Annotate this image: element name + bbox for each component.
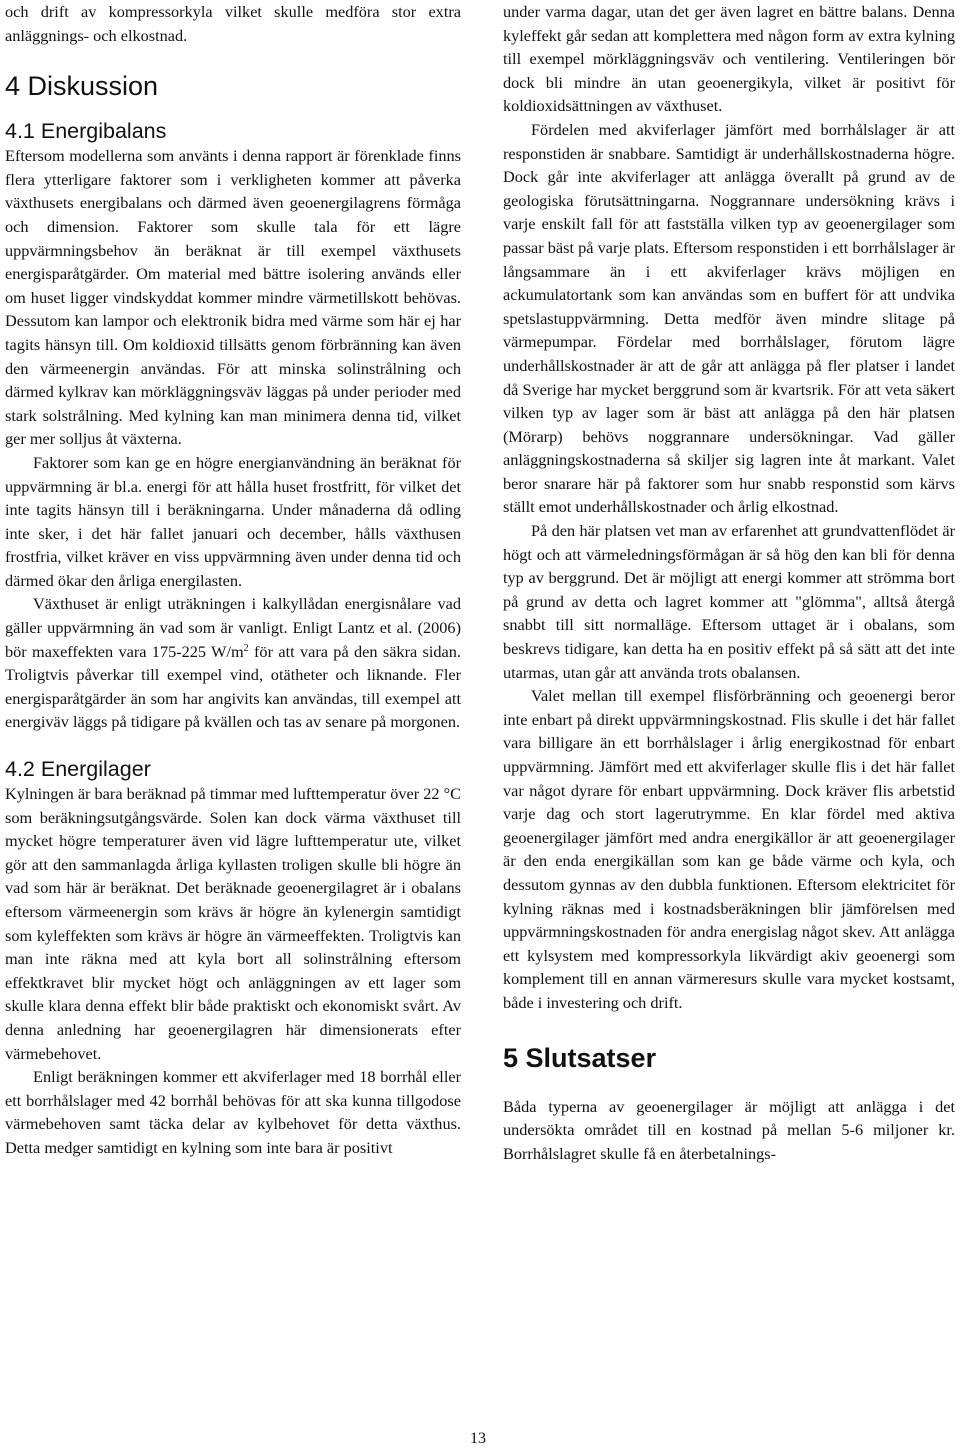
paragraph-right-3: På den här platsen vet man av erfarenhet att grundvattenflödet är högt och att värmeledningsförmågan är så hög den kan bli för denna typ av berggrund. Det är möjligt att energi kommer att strömma bort på grund av detta och lagret kommer att "glömma", alltså återgå snabbt till sitt normalläge. Eftersom uttaget är i obalans, som beskrevs tidigare, kan detta ha en positiv effekt på så sätt att det inte utarmas, utan går att använda trots obalansen.: [503, 521, 955, 682]
heading-diskussion: 4 Diskussion: [5, 71, 159, 102]
paragraph-energibalans-3a: Växthuset är enligt uträkningen i kalkyllådan energisnålare vad gäller uppvärmning än vad som är vanligt. Enligt Lantz et al. (2006) bör maxeffekten vara 175-225 W/m: [5, 594, 461, 661]
paragraph-energilager-2: Enligt beräkningen kommer ett akviferlager med 18 borrhål eller ett borrhålslager med 42 borrhål behövas för att ska kunna tillgodose värmebehoven samt täcka delar av kylbehovet för detta växthus. Detta medger samtidigt en kylning som inte bara är positivt: [5, 1067, 461, 1157]
paragraph-right-4: Valet mellan till exempel flisförbränning och geoenergi beror inte enbart på direkt uppvärmningskostnad. Flis skulle i det här fallet vara billigare än ett borrhålslager i årlig energikostnad för enbart uppvärmning. Jämfört med ett akviferlager skulle flis i det här fallet var något dyrare för enbart uppvärmning. Dock kräver flis arbetstid varje dag och stort lagerutrymme. En klar fördel med aktiva geoenergilager jämfört med andra energikällor är att geoenergilager är den enda energikällan som kan ge både värme och kyla, och dessutom gynnas av den dubbla funktionen. Eftersom elektricitet för kylning räknas med i kostnadsberäkningen blir jämförelsen med uppvärmningskostnaden för andra energislag något skev. Att anlägga ett kylsystem med kompressorkyla likvärdigt akiv geoenergi som komplement till en annan värmeresurs skulle vara mycket kostsamt, både i investering och drift.: [503, 686, 955, 1012]
heading-energibalans: 4.1 Energibalans: [5, 119, 167, 144]
paragraph-right-2: Fördelen med akviferlager jämfört med borrhålslager är att responstiden är snabbare. Samtidigt är underhållskostnaderna högre. Dock går inte akviferlager att anlägga överallt på grund av de geologiska förutsättningarna. Noggrannare undersökning krävs i varje enskilt fall för att fastställa vilken typ av geoenergilager som passar bäst på varje plats. Eftersom responstiden i ett borrhålslager är långsammare än i ett akviferlager krävs möjligen en ackumulatortank som kan användas som en buffert för att undvika spetslastuppvärmning. Detta medför även mindre slitage på värmepumpar. Fördelar med borrhålslager, förutom lägre underhållskostnader är att de går att anlägga på fler platser i landet då Sverige har mycket berggrund som är kvartsrik. För att veta säkert vilken typ av lager som är bäst att anlägga på den här platsen (Mörarp) behövs noggrannare undersökningar. Vad gäller anläggningskostnaderna så skiljer sig lagren inte åt markant. Valet beror snarare här på faktorer som hur snabb responstid som kärvs ställt emot underhållskostnader och årlig elkostnad.: [503, 119, 955, 517]
heading-slutsatser: 5 Slutsatser: [503, 1042, 657, 1073]
paragraph-energibalans-3b: för att vara på den säkra sidan. Troligtvis påverkar till exempel vind, otätheter och liknande. Fler energisparåtgärder än som har angivits kan användas, till exempel att energiväv läggs på tidigare på kvällen och tas av senare på morgonen.: [5, 641, 461, 732]
paragraph-right-1: under varma dagar, utan det ger även lagret en bättre balans. Denna kyleffekt går sedan att komplettera med någon form av extra kylning till exempel mörkläggningsväv och ventilering. Ventileringen bör dock bli mindre än utan geoenergikyla, vilket är positivt för koldioxidsättningen av växthuset.: [503, 2, 955, 116]
intro-paragraph: och drift av kompressorkyla vilket skulle medföra stor extra anläggnings- och elkostnad.: [5, 2, 461, 45]
paragraph-slutsatser: Båda typerna av geoenergilager är möjligt att anlägga i det undersökta området till en kostnad på mellan 5-6 miljoner kr. Borrhålslagret skulle få en återbetalnings-: [503, 1096, 955, 1163]
paragraph-energilager-1: Kylningen är bara beräknad på timmar med lufttemperatur över 22 °C som beräkningsutgångsvärde. Solen kan dock värma växthuset till mycket högre temperaturer även vid lägre lufttemperatur ute, vilket gör att den sammanlagda årliga kyllasten troligen skulle bli högre än vad som här är beräknat. Det beräknade geoenergilagret är i obalans eftersom värmeenergin som krävs är högre än kylenergin samtidigt som kyleffekten som krävs är högre än värmeeffekten. Troligtvis kan man inte räkna med att kyla bort all solinstrålning eftersom effektkravet blir mycket högt och anläggningen av ett lager som skulle klara denna effekt blir både praktiskt och ekonomiskt svårt. Av denna anledning har geoenergilagren här dimensionerats efter värmebehovet.: [5, 784, 461, 1063]
superscript-2: 2: [243, 642, 249, 654]
paragraph-energibalans-3: [5, 592, 461, 734]
paragraph-energibalans-1: Eftersom modellerna som använts i denna rapport är förenklade finns flera ytterligare faktorer som i verkligheten kommer att påverka växthusets energibalans och därmed även geoenergilagrens förmåga och dimension. Faktorer som skulle tala för ett lägre uppvärmningsbehov än beräknat är till exempel växthusets energisparåtgärder. Om material med bättre isolering används eller om huset ligger vindskyddat kommer mindre värmetillskott behövas. Dessutom kan lampor och elektronik bidra med värme som här ej har tagits hänsyn till. Om koldioxid tillsätts genom förbränning kan även den värmeenergin användas. För att minska solinstrålning och därmed kylkrav kan mörkläggningsväv läggas på under perioder med stark solstrålning. Med kylning kan man minimera denna tid, vilket ger mer solljus åt växterna.: [5, 146, 461, 449]
left-column: [5, 0, 461, 1160]
right-column: [503, 0, 955, 1165]
paragraph-energibalans-2: Faktorer som kan ge en högre energianvändning än beräknat för uppvärmning är bl.a. energi för att hålla huset frostfritt, för vilket det inte tagits hänsyn till i beräkningarna. Under månaderna då odling inte sker, i det här fallet januari och december, hålls växthusen frostfria, vilket kräver en viss uppvärmning även under denna tid och därmed ökar den årliga energilasten.: [5, 452, 461, 590]
page-number: 13: [470, 1430, 486, 1447]
heading-energilager: 4.2 Energilager: [5, 757, 151, 782]
